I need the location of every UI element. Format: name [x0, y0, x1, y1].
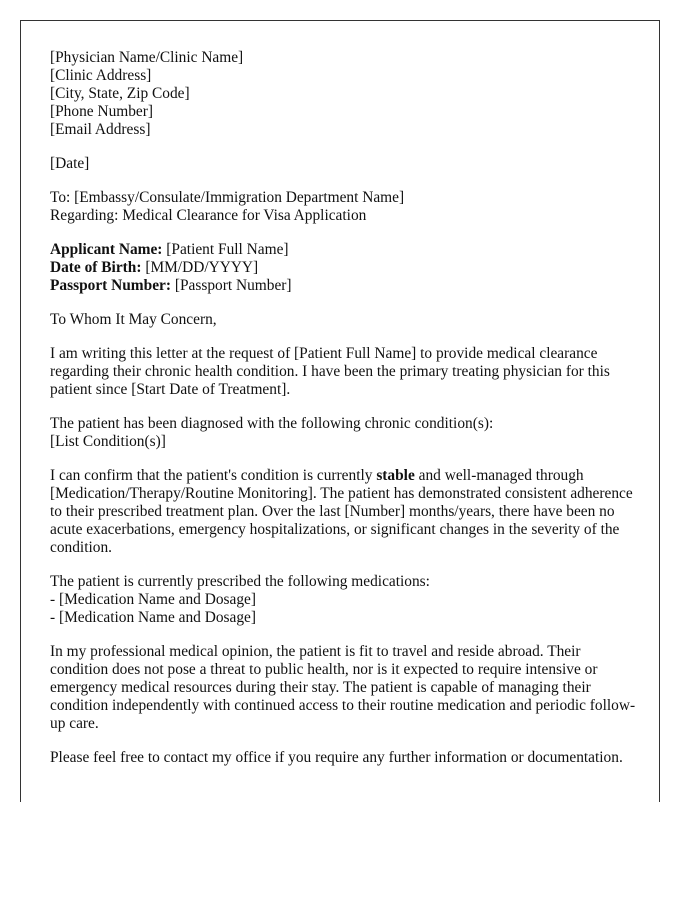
sender-name: [Physician Name/Clinic Name]	[50, 49, 244, 66]
applicant-passport-label: Passport Number:	[50, 277, 171, 294]
recipient-to: To: [Embassy/Consulate/Immigration Department Name]	[50, 189, 405, 206]
intro-paragraph: I am writing this letter at the request of [Patient Full Name] to provide medical clearance regarding their chronic health condition. I have been the primary treating physician for this patient since [Start Date of Treatment].	[50, 345, 610, 398]
opinion-paragraph: In my professional medical opinion, the patient is fit to travel and reside abroad. Their condition does not pose a threat to public health, nor is it expected to require intensive or emergency medical resources during their stay. The patient is capable of managing their condition independently with continued access to their routine medication and periodic follow-up care.	[50, 643, 636, 732]
applicant-passport-row	[50, 277, 640, 295]
applicant-dob-label: Date of Birth:	[50, 259, 142, 276]
letter-page	[20, 20, 660, 802]
stability-text-pre: I can confirm that the patient's condition is currently	[50, 467, 377, 484]
recipient-block	[50, 189, 640, 225]
medication-item: - [Medication Name and Dosage]	[50, 591, 256, 608]
medications-intro: The patient is currently prescribed the following medications:	[50, 573, 430, 590]
stability-paragraph	[50, 467, 640, 557]
sender-block	[50, 49, 640, 139]
stability-emphasis: stable	[376, 467, 415, 484]
sender-email: [Email Address]	[50, 121, 151, 138]
diagnosis-list: [List Condition(s)]	[50, 433, 166, 450]
diagnosis-intro: The patient has been diagnosed with the following chronic condition(s):	[50, 415, 494, 432]
medication-item: - [Medication Name and Dosage]	[50, 609, 256, 626]
salutation: To Whom It May Concern,	[50, 311, 217, 328]
diagnosis-block	[50, 415, 640, 451]
letter-content	[50, 49, 640, 783]
salutation-block	[50, 311, 640, 329]
closing-paragraph: Please feel free to contact my office if you require any further information or documentation.	[50, 749, 623, 766]
letter-date: [Date]	[50, 155, 90, 172]
medications-block	[50, 573, 640, 627]
applicant-name-row	[50, 241, 640, 259]
sender-phone: [Phone Number]	[50, 103, 154, 120]
date-block	[50, 155, 640, 173]
sender-city-state-zip: [City, State, Zip Code]	[50, 85, 190, 102]
stability-text-post: and well-managed through [Medication/Therapy/Routine Monitoring]. The patient has demonstrated consistent adherence to their prescribed treatment plan. Over the last [Number] months/years, there have been no acute exacerbations, emergency hospitalizations, or significant changes in the severity of the condition.	[50, 467, 633, 556]
applicant-dob-row	[50, 259, 640, 277]
applicant-name-value: [Patient Full Name]	[162, 241, 289, 258]
sender-address: [Clinic Address]	[50, 67, 152, 84]
recipient-regarding: Regarding: Medical Clearance for Visa Application	[50, 207, 367, 224]
applicant-dob-value: [MM/DD/YYYY]	[141, 259, 259, 276]
applicant-passport-value: [Passport Number]	[170, 277, 292, 294]
applicant-name-label: Applicant Name:	[50, 241, 163, 258]
applicant-block	[50, 241, 640, 295]
